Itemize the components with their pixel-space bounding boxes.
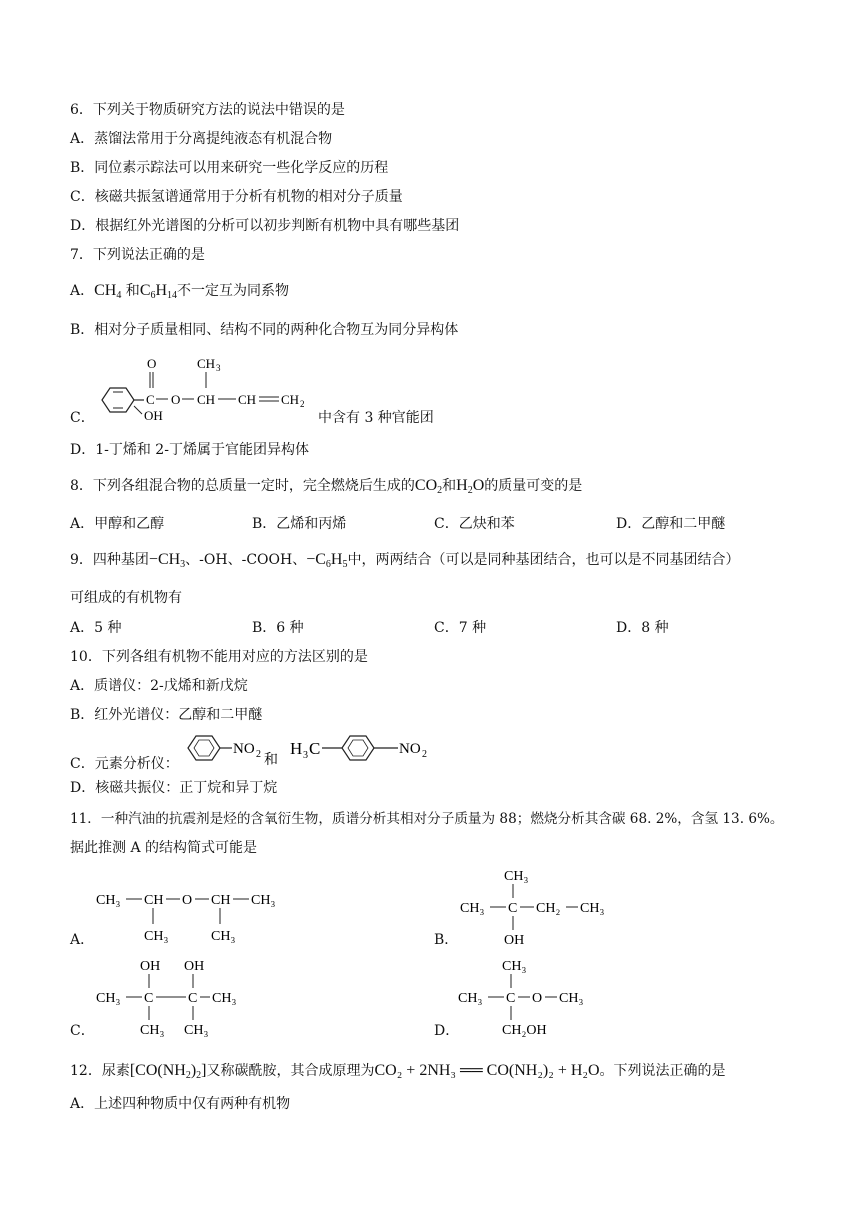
svg-text:CH₃: CH₃ [460, 901, 485, 916]
svg-text:CH₃: CH₃ [504, 869, 529, 884]
q11c-structure [94, 954, 254, 1038]
q7-option-c-text: 中含有 3 种官能团 [318, 410, 434, 426]
svg-text:OH: OH [144, 408, 163, 423]
svg-text:NO: NO [233, 741, 255, 757]
svg-text:CH₂: CH₂ [536, 901, 561, 916]
q11-option-a-label: A． [70, 932, 95, 948]
svg-text:2: 2 [256, 749, 261, 760]
q7-option-d: D．1-丁烯和 2-丁烯属于官能团异构体 [70, 442, 309, 458]
svg-text:和: 和 [264, 753, 278, 768]
q11b-structure [458, 864, 618, 948]
svg-text:C: C [144, 991, 154, 1006]
svg-text:CH₃: CH₃ [580, 901, 605, 916]
svg-text:O: O [182, 893, 193, 908]
q11a-structure [94, 886, 304, 946]
q10-stem: 10．下列各组有机物不能用对应的方法区别的是 [70, 649, 368, 665]
svg-text:CH: CH [238, 392, 257, 407]
svg-text:CH₃: CH₃ [96, 991, 121, 1006]
q10-option-a: A．质谱仪：2-戊烯和新戊烷 [70, 678, 248, 694]
q8-option-a: A．甲醇和乙醇 [70, 516, 165, 532]
q7-option-b: B．相对分子质量相同、结构不同的两种化合物互为同分异构体 [70, 322, 459, 338]
q8-option-c: C．乙炔和苯 [434, 516, 515, 532]
q6-stem: 6．下列关于物质研究方法的说法中错误的是 [70, 102, 345, 118]
svg-text:O: O [171, 392, 181, 407]
q7-option-c-label: C． [70, 410, 95, 426]
svg-text:CH: CH [211, 893, 231, 908]
svg-text:CH₃: CH₃ [502, 959, 527, 974]
svg-text:CH₃: CH₃ [559, 991, 584, 1006]
q6-option-a: A．蒸馏法常用于分离提纯液态有机混合物 [70, 131, 333, 147]
q6-option-c: C．核磁共振氢谱通常用于分析有机物的相对分子质量 [70, 189, 403, 205]
svg-text:2: 2 [422, 749, 427, 760]
svg-text:CH₃: CH₃ [211, 929, 236, 944]
q11-option-c-label: C． [70, 1023, 95, 1039]
svg-text:OH: OH [140, 959, 161, 974]
svg-text:CH: CH [144, 893, 164, 908]
svg-text:CH₃: CH₃ [458, 991, 483, 1006]
q8-option-d: D．乙醇和二甲醚 [616, 516, 726, 532]
q12-option-a: A．上述四种物质中仅有两种有机物 [70, 1096, 291, 1112]
q11-stem: 11．一种汽油的抗震剂是烃的含氧衍生物，质谱分析其相对分子质量为 88；燃烧分析其含碳 68. 2%，含氢 13. 6%。 [70, 811, 784, 827]
svg-text:CH₃: CH₃ [212, 991, 237, 1006]
q11d-structure [456, 954, 616, 1038]
q9-option-d: D．8 种 [616, 620, 669, 636]
q9-option-b: B．6 种 [252, 620, 304, 636]
q7c-structure [92, 352, 322, 424]
q6-option-b: B．同位素示踪法可以用来研究一些化学反应的历程 [70, 160, 389, 176]
svg-text:CH₃: CH₃ [144, 929, 169, 944]
svg-text:H: H [290, 739, 303, 758]
q11-stem-line2: 据此推测 A 的结构简式可能是 [70, 840, 258, 856]
svg-text:3: 3 [216, 363, 221, 373]
q10-option-c-label: C．元素分析仪： [70, 756, 179, 772]
svg-text:OH: OH [184, 959, 205, 974]
svg-text:CH: CH [197, 392, 216, 407]
q8-stem: 8．下列各组混合物的总质量一定时，完全燃烧后生成的$CO_2$和$H_2O$的质量可变的是 [70, 477, 583, 496]
q11-option-b-label: B． [434, 932, 459, 948]
q8-option-b: B．乙烯和丙烯 [252, 516, 347, 532]
svg-text:C: C [309, 739, 321, 758]
svg-text:C: C [508, 901, 518, 916]
q11-option-d-label: D． [434, 1023, 460, 1039]
svg-text:OH: OH [504, 933, 525, 948]
svg-text:3: 3 [303, 750, 308, 761]
q7-stem: 7．下列说法正确的是 [70, 247, 205, 263]
svg-text:O: O [147, 356, 157, 371]
svg-text:C: C [188, 991, 198, 1006]
q7-option-a: A．$CH_4$ 和$C_6H_{14}$不一定互为同系物 [70, 282, 290, 301]
svg-text:2: 2 [300, 399, 305, 409]
svg-text:C: C [506, 991, 516, 1006]
q9-option-c: C．7 种 [434, 620, 487, 636]
svg-text:O: O [532, 991, 543, 1006]
q10c-structures [184, 732, 444, 768]
q9-stem-line2: 可组成的有机物有 [70, 590, 182, 606]
svg-text:CH₃: CH₃ [96, 893, 121, 908]
q10-option-d: D．核磁共振仪：正丁烷和异丁烷 [70, 780, 278, 796]
svg-text:NO: NO [399, 741, 421, 757]
q9-option-a: A．5 种 [70, 620, 122, 636]
q12-stem: 12．尿素$[CO(NH_2)_2]$又称碳酰胺，其合成原理为CO₂ + 2NH₃ ══ CO(NH₂)₂ + H₂O。下列说法正确的是 [70, 1062, 726, 1081]
svg-text:C: C [146, 392, 155, 407]
svg-text:CH: CH [197, 356, 216, 371]
q9-stem: 9．四种基团$-CH_3$、-OH、-COOH、$-C_6H_5$中，两两结合（可以是同种基团结合，也可以是不同基团结合） [70, 551, 740, 570]
svg-text:CH: CH [281, 392, 300, 407]
q6-option-d: D．根据红外光谱图的分析可以初步判断有机物中具有哪些基团 [70, 218, 460, 234]
svg-text:CH₂OH: CH₂OH [502, 1023, 547, 1038]
svg-text:CH₃: CH₃ [140, 1023, 165, 1038]
q10-option-b: B．红外光谱仪：乙醇和二甲醚 [70, 707, 263, 723]
svg-text:CH₃: CH₃ [251, 893, 276, 908]
svg-text:CH₃: CH₃ [184, 1023, 209, 1038]
